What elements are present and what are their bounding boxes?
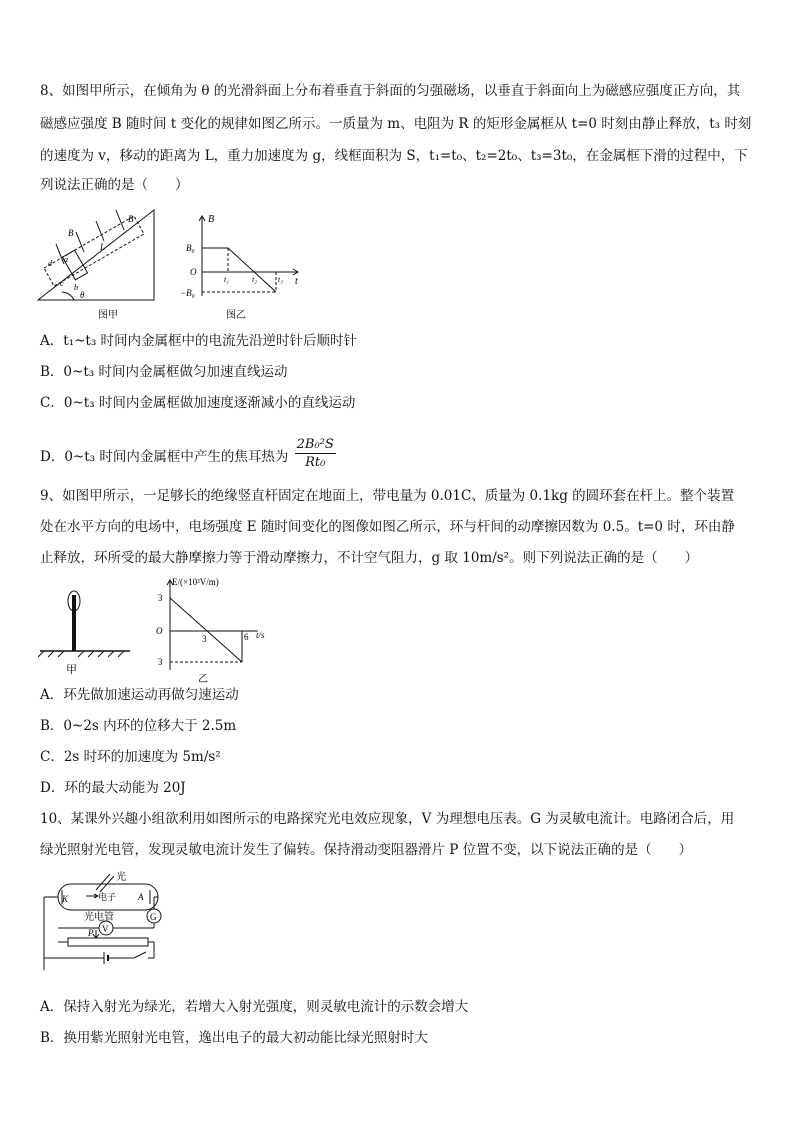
q8-jia-label-3: d (48, 259, 52, 268)
q8-option-a: A．t₁~t₃ 时间内金属框中的电流先沿逆时针后顺时针 (40, 333, 358, 349)
q8-line-2: 磁感应强度 B 随时间 t 变化的规律如图乙所示。一质量为 m、电阻为 R 的矩形金属框从 t=0 时刻由静止释放，t₃ 时刻 (40, 116, 752, 132)
q8-option-d-formula (295, 436, 336, 471)
q10-label-electron: 电子 (98, 892, 117, 902)
q8-line-3: 的速度为 v，移动的距离为 L，重力加速度为 g，线框面积为 S，t₁=t₀、t₂=2t₀、t₃=3t₀，在金属框下滑的过程中，下 (40, 148, 748, 164)
q8-line-4: 列说法正确的是（ ） (40, 177, 189, 193)
q10-label-g: G (150, 912, 157, 922)
q8-line-1: 8、如图甲所示，在倾角为 θ 的光滑斜面上分布着垂直于斜面的匀强磁场，以垂直于斜面向上为磁感应强度正方向，其 (40, 83, 741, 99)
q8-option-b: B．0~t₃ 时间内金属框做匀加速直线运动 (40, 364, 288, 380)
formula-denominator: Rt₀ (305, 455, 326, 470)
q8-jia-caption: 图甲 (98, 310, 118, 321)
q10-line-1: 10、某课外兴趣小组欲利用如图所示的电路探究光电效应现象，V 为理想电压表。G 为灵敏电流计。电路闭合后，用 (40, 811, 735, 827)
q9-yi-label-2: 3 (158, 593, 163, 603)
q8-jia-label-7: b (74, 283, 78, 292)
q9-yi-label-1: E/(×10²V/m) (172, 577, 219, 587)
q9-option-c: C．2s 时环的加速度为 5m/s² (40, 749, 221, 765)
q8-jia-label-4: a (64, 255, 68, 264)
q8-yi-label-6: t₃ (278, 275, 284, 284)
q9-figure-yi (150, 574, 280, 686)
q8-option-d (40, 437, 336, 475)
q8-jia-label-5: L (100, 242, 106, 252)
q9-option-a: A．环先做加速运动再做匀速运动 (40, 687, 239, 703)
q8-figure-jia (34, 208, 164, 323)
q8-jia-label-1: B (68, 228, 74, 238)
q8-yi-caption: 图乙 (226, 310, 246, 321)
q9-figure-jia (38, 585, 134, 677)
q9-yi-label-3: O (156, 626, 163, 636)
q10-line-2: 绿光照射光电管，发现灵敏电流计发生了偏转。保持滑动变阻器滑片 P 位置不变，以下说法正确的是（ ） (40, 842, 693, 858)
q10-label-tube: 光电管 (84, 912, 114, 923)
q10-label-a: A (138, 892, 144, 902)
q8-yi-label-1: B (208, 214, 215, 225)
q8-jia-label-2: B (128, 214, 134, 224)
formula-numerator: 2B₀²S (296, 437, 334, 452)
q9-yi-label-4: 3 (202, 634, 207, 644)
q8-yi-label-4: t₁ (224, 275, 230, 284)
q9-yi-caption: 乙 (198, 674, 208, 685)
q9-line-1: 9、如图甲所示，一足够长的绝缘竖直杆固定在地面上，带电量为 0.01C、质量为 0.1kg 的圆环套在杆上。整个装置 (40, 488, 735, 504)
q9-jia-caption: 甲 (66, 664, 77, 676)
q9-yi-label-5: 6 (244, 632, 249, 642)
q10-label-p: P (88, 928, 94, 938)
q8-yi-label-3: O (190, 267, 197, 277)
q8-jia-label-6: c (60, 279, 64, 288)
q10-option-a: A．保持入射光为绿光，若增大入射光强度，则灵敏电流计的示数会增大 (40, 999, 469, 1015)
q9-line-2: 处在水平方向的电场中，电场强度 E 随时间变化的图像如图乙所示，环与杆间的动摩擦因数为 0.5。t=0 时，环由静 (40, 519, 735, 535)
q9-yi-label-7: 3 (158, 657, 163, 667)
q8-figure-yi (180, 212, 310, 324)
q8-yi-label-5: t₂ (252, 275, 258, 284)
q8-yi-label-7: t (295, 276, 298, 287)
q8-yi-label-2: B₀ (186, 243, 195, 253)
q10-label-light: 光 (116, 872, 126, 883)
q8-option-c: C．0~t₃ 时间内金属框做加速度逐渐减小的直线运动 (40, 395, 356, 411)
q10-option-b: B．换用紫光照射光电管，逸出电子的最大初动能比绿光照射时大 (40, 1030, 428, 1046)
q9-option-b: B．0~2s 内环的位移大于 2.5m (40, 718, 237, 734)
q8-yi-label-8: −B₀ (180, 288, 195, 298)
q10-circuit-figure (38, 870, 174, 986)
q8-option-d-text: D．0~t₃ 时间内金属框中产生的焦耳热为 (40, 449, 289, 465)
q8-jia-label-8: θ (80, 290, 85, 300)
q9-option-d: D．环的最大动能为 20J (40, 780, 186, 796)
q10-label-v: V (102, 924, 109, 934)
q10-label-k: K (62, 894, 69, 904)
q9-line-3: 止释放，环所受的最大静摩擦力等于滑动摩擦力，不计空气阻力，g 取 10m/s²。则下列说法正确的是（ ） (40, 550, 699, 566)
q9-yi-label-6: t/s (256, 630, 265, 640)
